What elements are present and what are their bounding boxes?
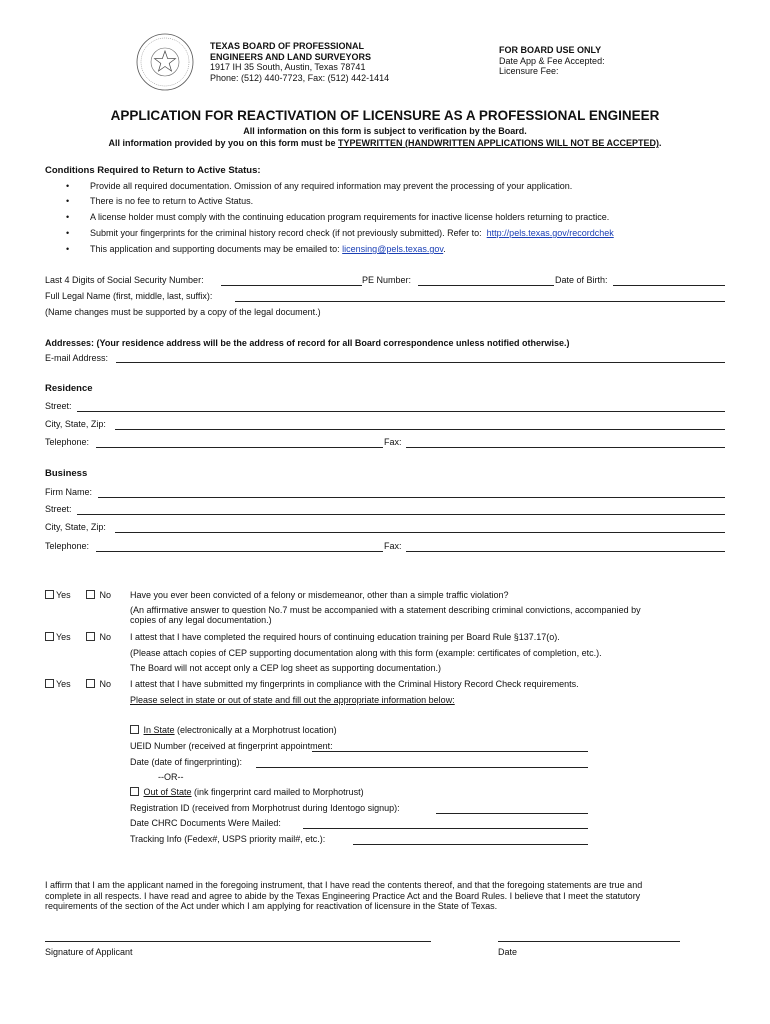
- firm-name-label: Firm Name:: [45, 487, 92, 497]
- residence-fax-field[interactable]: [406, 447, 725, 448]
- checkbox-icon: [86, 632, 95, 641]
- residence-street-field[interactable]: [77, 411, 725, 412]
- condition-item: There is no fee to return to Active Status.: [90, 196, 254, 206]
- agency-phone: Phone: (512) 440-7723, Fax: (512) 442-1414: [210, 72, 390, 83]
- business-heading: Business: [45, 468, 88, 479]
- bullet-icon: •: [66, 212, 70, 222]
- tracking-info-field[interactable]: [353, 844, 588, 845]
- record-check-link[interactable]: http://pels.texas.gov/recordchek: [486, 228, 614, 238]
- name-change-note: (Name changes must be supported by a copy of the legal document.): [45, 307, 321, 317]
- q3-no-checkbox[interactable]: [86, 679, 111, 689]
- or-separator: --OR--: [158, 772, 184, 782]
- signature-date-label: Date: [498, 947, 518, 957]
- affirmation-line-1: I affirm that I am the applicant named in the foregoing instrument, that I have read the contents thereof, and that the foregoing statements are true and: [45, 880, 643, 890]
- in-state-option[interactable]: [130, 725, 337, 735]
- business-fax-label: Fax:: [384, 541, 402, 551]
- q1-text: Have you ever been convicted of a felony or misdemeanor, other than a simple traffic violation?: [130, 590, 509, 600]
- business-city-label: City, State, Zip:: [45, 522, 106, 532]
- condition-item: A license holder must comply with the continuing education program requirements for inactive license holders returning to practice.: [90, 212, 610, 222]
- board-use-date: Date App & Fee Accepted:: [499, 55, 605, 66]
- checkbox-icon: [45, 590, 54, 599]
- condition-item-text: This application and supporting documents may be emailed to:: [90, 244, 340, 254]
- checkbox-icon: [45, 632, 54, 641]
- agency-name: [210, 41, 371, 62]
- page-title: APPLICATION FOR REACTIVATION OF LICENSURE AS A PROFESSIONAL ENGINEER: [110, 108, 660, 123]
- q2-note-line-1: (Please attach copies of CEP supporting documentation along with this form (example: certificates of completion, etc.).: [130, 648, 602, 658]
- agency-contact: [210, 62, 389, 83]
- full-name-label: Full Legal Name (first, middle, last, suffix):: [45, 291, 213, 301]
- business-city-field[interactable]: [115, 532, 725, 533]
- affirmation-text: [45, 880, 642, 912]
- conditions-heading: Conditions Required to Return to Active Status:: [45, 165, 261, 176]
- q1-note-line-1: (An affirmative answer to question No.7 must be accompanied with a statement describing criminal convictions, accompanied by: [130, 605, 641, 615]
- condition-item: [90, 228, 614, 238]
- bullet-icon: •: [66, 244, 70, 254]
- ssn-field[interactable]: [221, 285, 362, 286]
- checkbox-icon: [130, 725, 139, 734]
- q2-note-line-2: The Board will not accept only a CEP log sheet as supporting documentation.): [130, 663, 442, 673]
- subtitle-typewritten-emphasis: TYPEWRITTEN (HANDWRITTEN APPLICATIONS WILL NOT BE ACCEPTED): [338, 138, 659, 148]
- ueid-label: UEID Number (received at fingerprint appointment:: [130, 741, 333, 751]
- signature-label: Signature of Applicant: [45, 947, 133, 957]
- affirmation-line-3: requirements of the section of the Act under which I am applying for reactivation of licensure in the State of Texas.: [45, 901, 498, 911]
- in-state-label: In State: [143, 725, 175, 735]
- q2-no-checkbox[interactable]: [86, 632, 111, 642]
- bullet-icon: •: [66, 196, 70, 206]
- q2-yes-checkbox[interactable]: [45, 632, 71, 642]
- fingerprint-date-field[interactable]: [256, 767, 588, 768]
- affirmation-line-2: complete in all respects. I have read and agree to abide by the Texas Engineering Practice Act and the Board Rules. I believe that I meet the statutory: [45, 890, 641, 901]
- q1-no-checkbox[interactable]: [86, 590, 111, 600]
- board-use-fee: Licensure Fee:: [499, 66, 559, 76]
- subtitle-verification: All information on this form is subject to verification by the Board.: [243, 126, 527, 136]
- subtitle-typewritten-pre: All information provided by you on this form must be: [108, 138, 338, 148]
- registration-id-label: Registration ID (received from Morphotrust during Identogo signup):: [130, 803, 400, 813]
- out-of-state-label: Out of State: [143, 787, 192, 797]
- agency-address: 1917 IH 35 South, Austin, Texas 78741: [210, 62, 366, 72]
- ssn-label: Last 4 Digits of Social Security Number:: [45, 275, 204, 285]
- yes-label: Yes: [56, 632, 71, 642]
- licensing-email-link[interactable]: licensing@pels.texas.gov: [342, 244, 444, 254]
- board-use-box: [499, 45, 605, 77]
- q1-yes-checkbox[interactable]: [45, 590, 71, 600]
- business-telephone-field[interactable]: [96, 551, 383, 552]
- q1-note-line-2: copies of any legal documentation.): [130, 615, 272, 625]
- no-label: No: [99, 590, 112, 600]
- ueid-field[interactable]: [312, 751, 588, 752]
- chrc-date-field[interactable]: [303, 828, 588, 829]
- condition-item: Provide all required documentation. Omission of any required information may prevent the processing of your application.: [90, 181, 573, 191]
- fingerprint-date-label: Date (date of fingerprinting):: [130, 757, 243, 767]
- pe-number-label: PE Number:: [362, 275, 412, 285]
- q2-text: I attest that I have completed the required hours of continuing education training per Board Rule §137.17(o).: [130, 632, 560, 642]
- bullet-icon: •: [66, 228, 70, 238]
- business-street-label: Street:: [45, 504, 72, 514]
- residence-telephone-label: Telephone:: [45, 437, 90, 447]
- residence-street-label: Street:: [45, 401, 72, 411]
- signature-date-field[interactable]: [498, 941, 680, 942]
- agency-line-1: TEXAS BOARD OF PROFESSIONAL: [210, 41, 365, 51]
- firm-name-field[interactable]: [98, 497, 725, 498]
- out-of-state-option[interactable]: [130, 787, 364, 797]
- checkbox-icon: [130, 787, 139, 796]
- yes-label: Yes: [56, 590, 71, 600]
- signature-field[interactable]: [45, 941, 431, 942]
- business-street-field[interactable]: [77, 514, 725, 515]
- dob-label: Date of Birth:: [555, 275, 608, 285]
- email-period: .: [443, 244, 446, 254]
- residence-heading: Residence: [45, 383, 93, 394]
- residence-fax-label: Fax:: [384, 437, 402, 447]
- email-label: E-mail Address:: [45, 353, 109, 363]
- chrc-date-label: Date CHRC Documents Were Mailed:: [130, 818, 281, 828]
- addresses-heading: Addresses: (Your residence address will be the address of record for all Board correspondence unless notified otherwise.): [45, 338, 570, 348]
- no-label: No: [99, 679, 112, 689]
- tracking-info-label: Tracking Info (Fedex#, USPS priority mail#, etc.):: [130, 834, 326, 844]
- bullet-icon: •: [66, 181, 70, 191]
- q3-note: Please select in state or out of state and fill out the appropriate information below:: [130, 695, 455, 705]
- q3-text: I attest that I have submitted my fingerprints in compliance with the Criminal History Record Check requirements.: [130, 679, 579, 689]
- checkbox-icon: [45, 679, 54, 688]
- business-fax-field[interactable]: [406, 551, 725, 552]
- no-label: No: [99, 632, 112, 642]
- registration-id-field[interactable]: [436, 813, 588, 814]
- full-name-field[interactable]: [235, 301, 725, 302]
- residence-city-field[interactable]: [115, 429, 725, 430]
- subtitle-typewritten-end: .: [659, 138, 662, 148]
- q3-yes-checkbox[interactable]: [45, 679, 71, 689]
- board-use-title: FOR BOARD USE ONLY: [499, 45, 602, 55]
- out-of-state-desc: (ink fingerprint card mailed to Morphotrust): [191, 787, 364, 797]
- email-field[interactable]: [116, 362, 725, 363]
- agency-line-2: ENGINEERS AND LAND SURVEYORS: [210, 51, 372, 62]
- in-state-desc: (electronically at a Morphotrust location): [174, 725, 337, 735]
- business-telephone-label: Telephone:: [45, 541, 90, 551]
- condition-item-text: Submit your fingerprints for the criminal history record check (if not previously submitted). Refer to:: [90, 228, 482, 238]
- subtitle-typewritten: [0, 138, 770, 148]
- dob-field[interactable]: [613, 285, 725, 286]
- yes-label: Yes: [56, 679, 71, 689]
- residence-telephone-field[interactable]: [96, 447, 383, 448]
- checkbox-icon: [86, 679, 95, 688]
- pe-number-field[interactable]: [418, 285, 554, 286]
- texas-seal-logo: [135, 32, 195, 92]
- checkbox-icon: [86, 590, 95, 599]
- condition-item: [90, 244, 446, 254]
- residence-city-label: City, State, Zip:: [45, 419, 106, 429]
